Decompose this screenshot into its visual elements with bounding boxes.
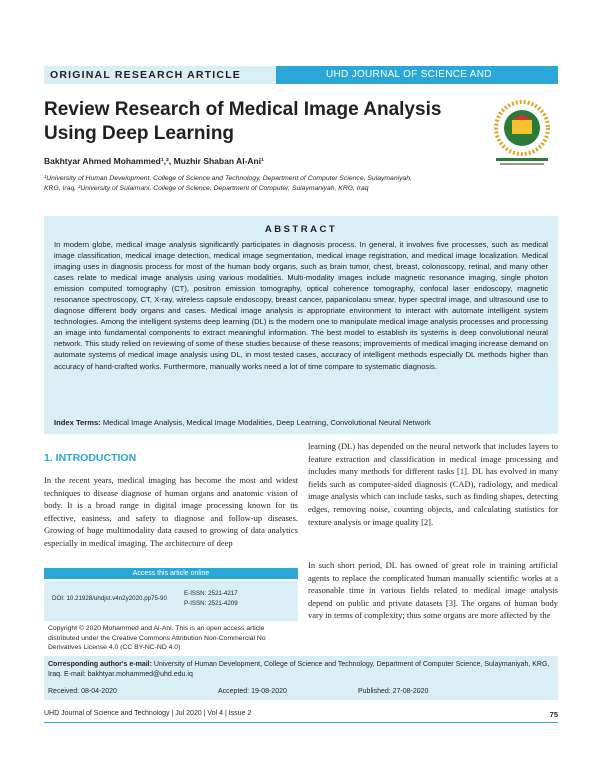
- affiliation-line-2: KRG, Iraq, ²University of Sulaimani, College of Science, Department of Computer, Sulaymaniyah, KRG, Iraq: [44, 185, 369, 192]
- eissn-text: E-ISSN: 2521-4217: [184, 590, 238, 597]
- correspondence-panel: [44, 656, 558, 700]
- title-line-1: Review Research of Medical Image Analysis: [44, 99, 442, 120]
- access-online-box: [44, 564, 298, 654]
- published-date: Published: 27-08-2020: [358, 688, 429, 695]
- correspondence-details[interactable]: University of Human Development, College of Science and Technology, Department of Computer Science, Sulaymaniyah, KRG, Iraq. E-mail: bakhtyar.mohammed@uhd.edu.iq: [48, 661, 550, 678]
- abstract-panel: [44, 216, 558, 434]
- section-heading-introduction: 1. INTRODUCTION: [44, 452, 137, 464]
- abstract-heading: ABSTRACT: [264, 224, 338, 235]
- doi-text[interactable]: DOI: 10.21928/uhdjst.v4n2y2020.pp75-90: [52, 595, 167, 602]
- footer-citation: UHD Journal of Science and Technology | Jul 2020 | Vol 4 | Issue 2: [44, 710, 252, 717]
- correspondence-label: Corresponding author's e-mail:: [48, 661, 152, 668]
- copyright-notice: Copyright © 2020 Mohammed and Al-Ani. This is an open access article distributed under the Creative Commons Attribution Non-Commercial No Derivatives License 4.0 (CC BY-NC-ND 4.0): [48, 625, 266, 651]
- index-terms: [54, 418, 548, 427]
- intro-paragraph-right-2: In such short period, DL has owned of great role in training artificial agents to replace the complicated human manually scientific works at a reasonable time in various fields related to medical image analysis depend on public and private datasets [3]. The organs of human body vary in terms of complexity; thus some organs are more affected by the: [308, 560, 558, 621]
- footer-rule: [44, 722, 558, 723]
- access-heading: Access this article online: [44, 568, 298, 579]
- received-date: Received: 08-04-2020: [48, 688, 117, 695]
- index-terms-label: Index Terms:: [54, 418, 101, 427]
- article-title: [44, 98, 464, 146]
- pissn-text: P-ISSN: 2521-4209: [184, 600, 238, 607]
- journal-header-bar: [44, 66, 558, 98]
- accepted-date: Accepted: 19-08-2020: [218, 688, 287, 695]
- access-identifiers: [44, 581, 298, 621]
- affiliation-line-1: ¹University of Human Development, College of Science and Technology, Department of Computer Science, Sulaymaniyah,: [44, 175, 412, 182]
- intro-paragraph-left: In the recent years, medical imaging has become the most and widest techniques to disease diagnose of human organs and anatomic vision of body. It is a broad range in digital image processing known for its effective, easiness, and safety to diagnose and follow-up diseases. Growing of huge multimodality data caused to growing of data analytics especially in medical imaging. The architecture of deep: [44, 475, 298, 548]
- index-terms-list: Medical Image Analysis, Medical Image Modalities, Deep Learning, Convolutional Neural Network: [102, 418, 431, 427]
- title-line-2: Using Deep Learning: [44, 123, 235, 144]
- abstract-body: In modern globe, medical image analysis significantly participates in diagnosis process. In general, it involves five processes, such as medical image classification, medical image detection, medical image segmentation, medical image registration, and medical image localization. Medical imaging uses in diagnosis process for most of the human body organs, such as brain tumor, chest, breast, colonoscopy, retinal, and many other cases relate to medical image analysis using various modalities. Multi-modality images include magnetic resonance imaging, single photon emission computed tomography (CT), positron emission tomography, optical coherence tomography, confocal laser endoscopy, magnetic resonance spectroscopy, CT, X-ray, wireless capsule endoscopy, breast cancer, papanicolaou smear, hyper spectral image, and ultrasound use to diagnose different body organs and cases. Medical image analysis is appropriate environment to interact with automate intelligent system technologies. Among the intelligent systems deep learning (DL) is the modern one to manipulate medical image analysis processes and processing an image into fundamental components to extract meaningful information. The best model to establish its systems is deep convolutional neural network. This study relied on reviewing of some of these studies because of these reasons; improvements of medical imaging increase demand on automate systems of medical image analysis using DL, in most tested cases, accuracy of intelligent methods especially DL methods higher than accuracy of hand-crafted works. Furthermore, manually works need a lot of time compare to systematic diagnosis.: [54, 240, 548, 371]
- page-number: 75: [549, 710, 558, 719]
- correspondence-text: [48, 660, 554, 680]
- affiliations: [44, 174, 484, 194]
- journal-seal-icon: [486, 100, 558, 168]
- journal-name-label: UHD JOURNAL OF SCIENCE AND TECHNOLOGY: [276, 66, 558, 84]
- issn-block: [184, 589, 238, 609]
- page-footer: [44, 710, 558, 717]
- intro-paragraph-right-1: learning (DL) has depended on the neural network that includes layers to feature extraction and classification in medical image processing and includes many methods for different tasks [1]. DL has evolved in many fields such as computer-aided diagnosis (CAD), radiology, and medical image analysis which can include tasks, such as finding shapes, detecting edges, removing noise, counting objects, and calculating statistics for texture analysis or image quality [2].: [308, 441, 558, 527]
- article-type-label: ORIGINAL RESEARCH ARTICLE: [44, 66, 276, 84]
- author-list: Bakhtyar Ahmed Mohammed¹,², Muzhir Shaban Al-Ani¹: [44, 156, 264, 166]
